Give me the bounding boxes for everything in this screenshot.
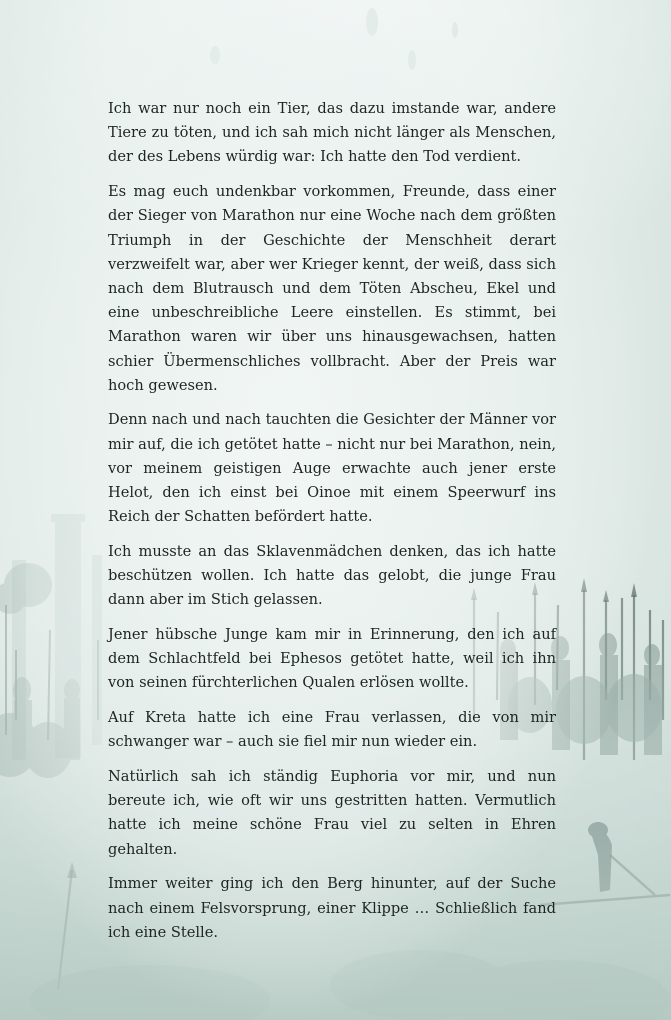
paragraph: Ich musste an das Sklavenmädchen denken, das ich hatte beschützen wollen. Ich hatte das gelobt, die junge Frau dann aber im Stich gelassen. [108, 542, 556, 609]
paragraph: Es mag euch undenkbar vorkommen, Freunde, dass einer der Sieger von Marathon nur eine Woche nach dem größten Triumph in der Geschichte der Menschheit derart verzweifelt war, aber wer Krieger kennt, der weiß, dass sich nach dem Blutrausch und dem Töten Abscheu, Ekel und eine unbeschreibliche Leere einstellen. Es stimmt, bei Marathon waren wir über uns hinausgewachsen, hatten schier Übermenschliches vollbracht. Aber der Preis war hoch gewesen. [108, 183, 556, 394]
body-text [108, 97, 556, 956]
paragraph: Denn nach und nach tauchten die Gesichter der Männer vor mir auf, die ich getötet hatte – nicht nur bei Marathon, nein, vor meinem geistigen Auge erwachte auch jener erste Helot, den ich einst bei Oinoe mit einem Speerwurf ins Reich der Schatten befördert hatte. [108, 411, 556, 526]
paragraph: Natürlich sah ich ständig Euphoria vor mir, und nun bereute ich, wie oft wir uns gestritten hatten. Vermutlich hatte ich meine schöne Frau viel zu selten in Ehren gehalten. [108, 768, 556, 858]
paragraph: Auf Kreta hatte ich eine Frau verlassen, die von mir schwanger war – auch sie fiel mir nun wieder ein. [108, 709, 556, 751]
paragraph: Jener hübsche Junge kam mir in Erinnerung, den ich auf dem Schlachtfeld bei Ephesos getötet hatte, weil ich ihn von seinen fürchterlichen Qualen erlösen wollte. [108, 626, 556, 692]
paragraph: Ich war nur noch ein Tier, das dazu imstande war, andere Tiere zu töten, und ich sah mich nicht länger als Menschen, der des Lebens würdig war: Ich hatte den Tod verdient. [108, 100, 556, 166]
paragraph: Immer weiter ging ich den Berg hinunter, auf der Suche nach einem Felsvorsprung, einer Klippe … Schließlich fand ich eine Stelle. [108, 875, 556, 941]
